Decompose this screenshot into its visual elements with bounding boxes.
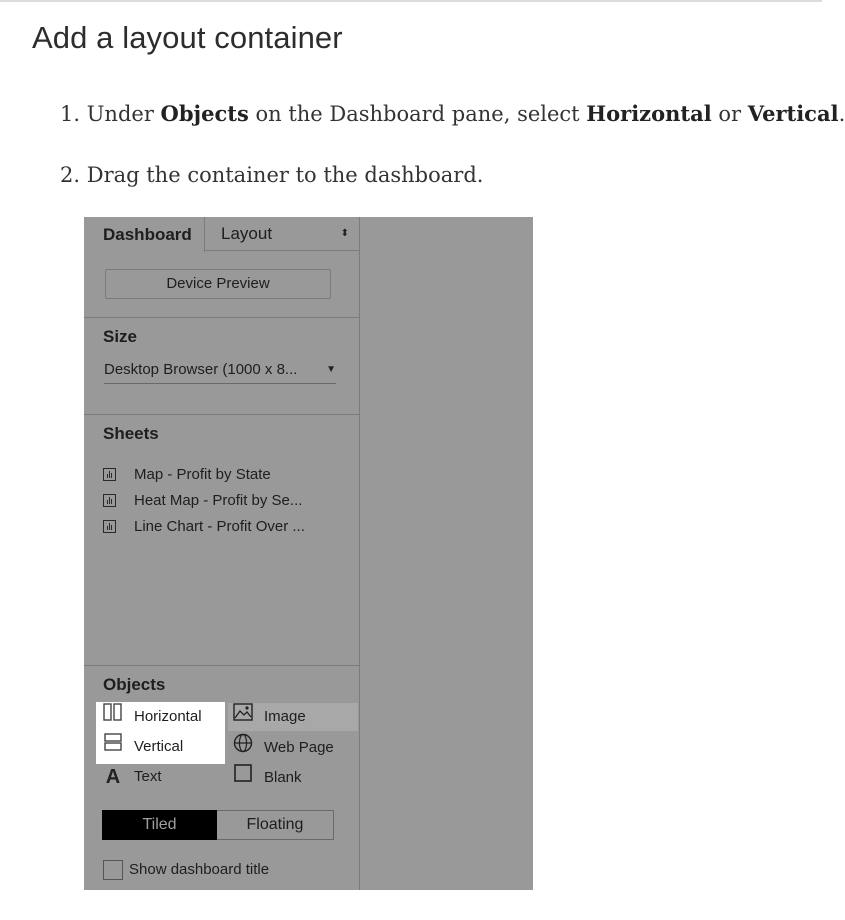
top-rule (0, 0, 822, 2)
step-1 (60, 96, 845, 132)
horizontal-container-icon (102, 703, 124, 731)
object-label: Blank (264, 768, 302, 786)
pane-tabs (84, 217, 360, 252)
step-1-vertical: Vertical (747, 101, 839, 126)
step-2-text: Drag the container to the dashboard. (86, 163, 484, 187)
object-label: Text (134, 768, 162, 785)
blank-icon (232, 763, 254, 793)
steps-list (60, 96, 845, 193)
object-label: Image (264, 708, 306, 725)
divider (84, 414, 360, 415)
tab-layout-label: Layout (221, 224, 273, 243)
object-text[interactable] (102, 763, 162, 791)
image-icon (232, 703, 254, 731)
vertical-container-icon (102, 733, 124, 761)
show-title-row[interactable] (103, 858, 269, 882)
step-1-text-d: . (838, 102, 845, 126)
sheet-item-label: Line Chart - Profit Over ... (134, 518, 305, 535)
show-title-checkbox[interactable] (103, 860, 123, 880)
step-1-number: 1. (60, 102, 81, 126)
page-heading: Add a layout container (32, 20, 343, 55)
dashboard-pane (84, 217, 360, 890)
step-1-horizontal: Horizontal (586, 101, 712, 126)
step-2 (60, 157, 820, 193)
worksheet-icon (103, 520, 116, 533)
worksheet-icon (103, 468, 116, 481)
object-horizontal[interactable] (102, 703, 202, 731)
object-web-page[interactable] (232, 733, 334, 761)
divider (84, 665, 360, 666)
objects-title: Objects (103, 675, 166, 694)
floating-toggle[interactable]: Floating (217, 810, 334, 840)
tiled-toggle[interactable]: Tiled (102, 810, 217, 840)
tab-dashboard[interactable]: Dashboard (84, 217, 205, 252)
globe-icon (232, 733, 254, 763)
sheet-item[interactable] (103, 516, 305, 538)
step-1-text-b: on the Dashboard pane, select (248, 102, 587, 126)
size-value: Desktop Browser (1000 x 8... (104, 361, 298, 378)
step-1-text-c: or (711, 102, 748, 126)
chevron-down-icon: ▼ (326, 364, 336, 375)
size-title: Size (103, 327, 138, 346)
object-label: Vertical (134, 738, 184, 755)
tab-updown-icon: ⬍ (340, 228, 349, 239)
step-1-objects: Objects (160, 101, 249, 126)
object-blank[interactable] (232, 763, 302, 791)
object-vertical[interactable] (102, 733, 183, 761)
sheet-item[interactable] (103, 490, 302, 512)
object-image[interactable] (232, 703, 306, 731)
device-preview-button[interactable]: Device Preview (105, 269, 331, 299)
object-label: Web Page (264, 738, 334, 756)
text-icon: A (105, 766, 121, 789)
size-dropdown[interactable] (104, 357, 336, 384)
worksheet-icon (103, 494, 116, 507)
sheet-item-label: Map - Profit by State (134, 466, 271, 483)
dashboard-pane-screenshot (84, 217, 533, 890)
show-title-label: Show dashboard title (129, 861, 270, 878)
sheet-item-label: Heat Map - Profit by Se... (134, 492, 303, 509)
sheets-title: Sheets (103, 424, 159, 443)
step-1-text-a: Under (86, 102, 161, 126)
object-label: Horizontal (134, 708, 202, 725)
step-2-number: 2. (60, 163, 81, 187)
divider (84, 317, 360, 318)
sheet-item[interactable] (103, 464, 271, 486)
tab-layout[interactable] (205, 217, 359, 251)
